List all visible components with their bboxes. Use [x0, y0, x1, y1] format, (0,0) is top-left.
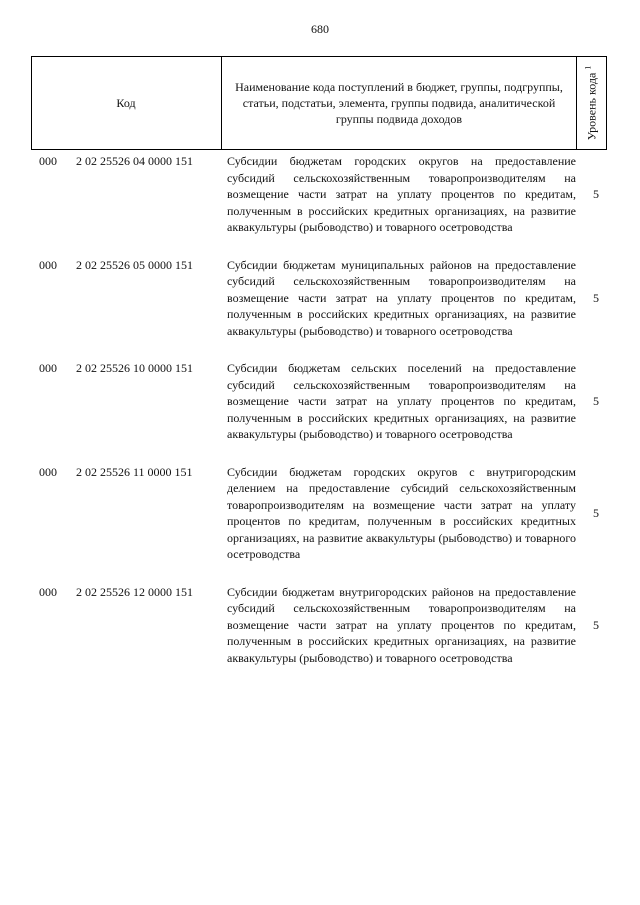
revenue-code: 2 02 25526 05 0000 151 — [76, 257, 193, 272]
table-header — [31, 56, 607, 150]
admin-code: 000 — [39, 361, 57, 375]
revenue-name: Субсидии бюджетам городских округов с внутригородским делением на предоставление субсидий сельскохозяйственным товаропроизводителям на возмещение части затрат на уплату процентов по кредитам, полученным в российских кредитных организациях, на развитие аквакультуры (рыбоводство) и товарного осетроводства — [227, 464, 576, 561]
revenue-code: 2 02 25526 12 0000 151 — [76, 584, 193, 599]
table-row — [31, 584, 607, 667]
revenue-code: 2 02 25526 10 0000 151 — [76, 361, 193, 375]
header-level-footnote: 1 — [583, 65, 593, 70]
page-number: 680 — [311, 22, 329, 36]
admin-code: 000 — [39, 584, 57, 599]
admin-code: 000 — [39, 257, 57, 272]
table-row — [31, 153, 607, 236]
admin-code: 000 — [39, 154, 57, 168]
header-level-label: Уровень кода — [584, 72, 599, 141]
revenue-name: Субсидии бюджетам муниципальных районов на предоставление субсидий сельскохозяйственным товаропроизводителям на возмещение части затрат на уплату процентов по кредитам, полученным в российских кредитных организациях, на развитие аквакультуры (рыбоводство) и товарного осетроводства — [227, 257, 576, 338]
code-level: 5 — [593, 187, 599, 201]
header-level — [577, 57, 606, 149]
header-code: Код — [116, 95, 136, 110]
header-name: Наименование кода поступлений в бюджет, группы, подгруппы, статьи, подстатьи, элемента, группы подвида, аналитической группы подвида доходов — [235, 80, 563, 126]
revenue-name: Субсидии бюджетам сельских поселений на предоставление субсидий сельскохозяйственным товаропроизводителям на возмещение части затрат на уплату процентов по кредитам, полученным в российских кредитных организациях, на развитие аквакультуры (рыбоводство) и товарного осетроводства — [227, 361, 576, 441]
table-row — [31, 464, 607, 563]
code-level: 5 — [593, 505, 599, 520]
table-body — [31, 153, 607, 687]
table-row — [31, 257, 607, 340]
revenue-name: Субсидии бюджетам внутригородских районов на предоставление субсидий сельскохозяйственным товаропроизводителям на возмещение части затрат на уплату процентов по кредитам, полученным в российских кредитных организациях, на развитие аквакультуры (рыбоводство) и товарного осетроводства — [227, 584, 576, 665]
header-border-right — [606, 57, 607, 149]
code-level: 5 — [593, 394, 599, 408]
code-level: 5 — [593, 290, 599, 305]
revenue-code: 2 02 25526 11 0000 151 — [76, 464, 193, 479]
table-row — [31, 360, 607, 443]
code-level: 5 — [593, 617, 599, 632]
revenue-code: 2 02 25526 04 0000 151 — [76, 154, 193, 168]
revenue-name: Субсидии бюджетам городских округов на предоставление субсидий сельскохозяйственным товаропроизводителям на возмещение части затрат на уплату процентов по кредитам, полученным в российских кредитных организациях, на развитие аквакультуры (рыбоводство) и товарного осетроводства — [227, 154, 576, 234]
admin-code: 000 — [39, 464, 57, 479]
